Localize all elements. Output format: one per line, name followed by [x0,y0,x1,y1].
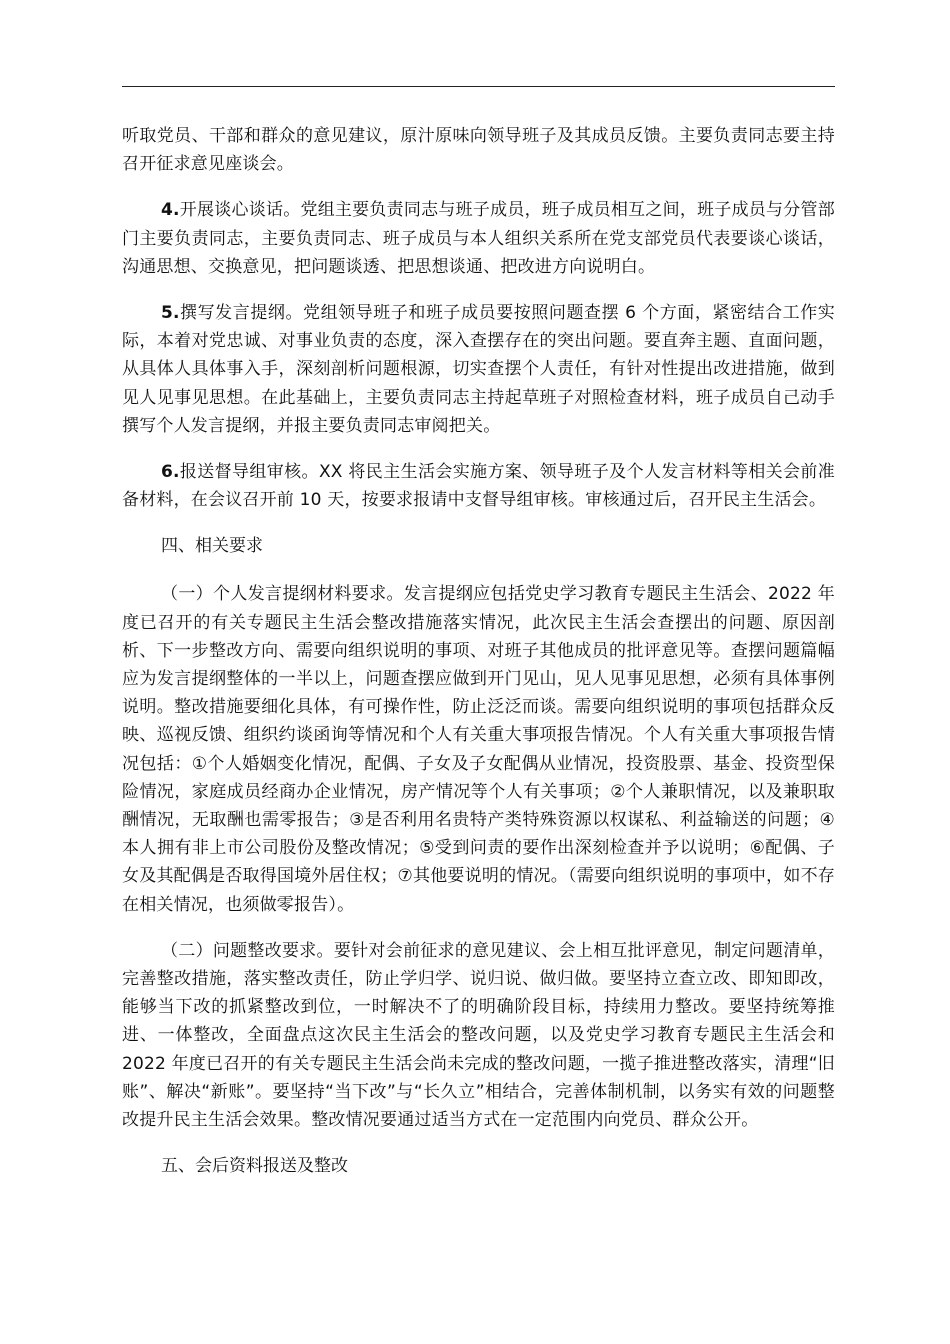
item-number: 6. [161,462,180,483]
header-rule [122,86,835,87]
item-text: 撰写发言提纲。党组领导班子和班子成员要按照问题查摆 6 个方面，紧密结合工作实际，本着对党忠诚、对事业负责的态度，深入查摆存在的突出问题。要直奔主题、直面问题，从具体人具体事入手，深刻剖析问题根源，切实查摆个人责任，有针对性提出改进措施，做到见人见事见思想。在此基础上，主要负责同志主持起草班子对照检查材料，班子成员自己动手撰写个人发言提纲，并报主要负责同志审阅把关。 [122,303,835,436]
section-heading-4: 四、相关要求 [161,536,263,557]
paragraph-item-6 [122,458,835,514]
requirement-2: （二）问题整改要求。要针对会前征求的意见建议、会上相互批评意见，制定问题清单，完善整改措施，落实整改责任，防止学归学、说归说、做归做。要坚持立查立改、即知即改，能够当下改的抓紧整改到位，一时解决不了的明确阶段目标，持续用力整改。要坚持统筹推进、一体整改，全面盘点这次民主生活会的整改问题，以及党史学习教育专题民主生活会和 2022 年度已召开的有关专题民主生活会尚未完成的整改问题，一揽子推进整改落实，清理“旧账”、解决“新账”。要坚持“当下改”与“长久立”相结合，完善体制机制，以务实有效的问题整改提升民主生活会效果。整改情况要通过适当方式在一定范围内向党员、群众公开。 [122,940,835,1131]
item-text: 开展谈心谈话。党组主要负责同志与班子成员，班子成员相互之间，班子成员与分管部门主要负责同志，主要负责同志、班子成员与本人组织关系所在党支部党员代表要谈心谈话，沟通思想、交换意见，把问题谈透、把思想谈通、把改进方向说明白。 [122,200,835,277]
item-text: 报送督导组审核。XX 将民主生活会实施方案、领导班子及个人发言材料等相关会前准备材料，在会议召开前 10 天，按要求报请中支督导组审核。审核通过后，召开民主生活会。 [122,462,835,511]
paragraph-continuation: 听取党员、干部和群众的意见建议，原汁原味向领导班子及其成员反馈。主要负责同志要主持召开征求意见座谈会。 [122,126,835,175]
item-number: 5. [161,303,180,324]
requirement-1: （一）个人发言提纲材料要求。发言提纲应包括党史学习教育专题民主生活会、2022 年度已召开的有关专题民主生活会整改措施落实情况，此次民主生活会查摆出的问题、原因剖析、下一步整改方向、需要向组织说明的事项、对班子其他成员的批评意见等。查摆问题篇幅应为发言提纲整体的一半以上，问题查摆应做到开门见山，见人见事见思想，必须有具体事例说明。整改措施要细化具体，有可操作性，防止泛泛而谈。需要向组织说明的事项包括群众反映、巡视反馈、组织约谈函询等情况和个人有关重大事项报告情况。个人有关重大事项报告情况包括：①个人婚姻变化情况，配偶、子女及子女配偶从业情况，投资股票、基金、投资型保险情况，家庭成员经商办企业情况，房产情况等个人有关事项；②个人兼职情况，以及兼职取酬情况，无取酬也需零报告；③是否利用名贵特产类特殊资源以权谋私、利益输送的问题；④本人拥有非上市公司股份及整改情况；⑤受到问责的要作出深刻检查并予以说明；⑥配偶、子女及其配偶是否取得国境外居住权；⑦其他要说明的情况。（需要向组织说明的事项中，如不存在相关情况，也须做零报告）。 [122,584,835,915]
paragraph-item-5 [122,299,835,440]
document-body [122,122,835,1200]
section-heading-5: 五、会后资料报送及整改 [161,1156,348,1177]
item-number: 4. [161,200,180,221]
paragraph-item-4 [122,196,835,281]
